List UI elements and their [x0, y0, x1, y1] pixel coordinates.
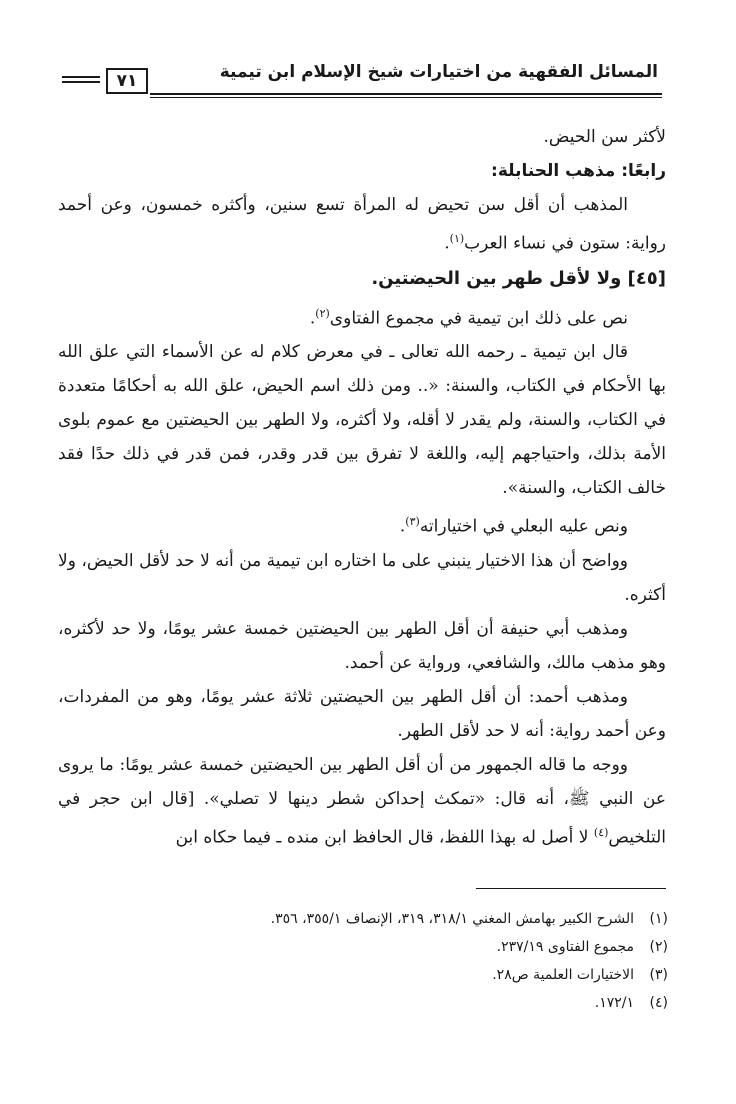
paragraph: لأكثر سن الحيض.	[543, 127, 666, 147]
footnote-ref: (١)	[449, 232, 465, 245]
paragraph-text: ووجه ما قاله الجمهور من أن أقل الطهر بين الحيضتين خمسة عشر يومًا: ما يروى عن النبي ﷺ، أنه قال: «تمكث إحداكن شطر دينها لا تصلي». [قال ابن حجر في التلخيص	[58, 754, 666, 848]
footnote-separator	[476, 888, 666, 889]
paragraph-end: .	[399, 516, 406, 537]
running-title: المسائل الفقهية من اختيارات شيخ الإسلام ابن تيمية	[219, 62, 658, 82]
footnote-text: الاختيارات العلمية ص٢٨.	[492, 967, 634, 983]
paragraph: ومذهب أبي حنيفة أن أقل الطهر بين الحيضتين خمسة عشر يومًا، ولا حد لأكثره، وهو مذهب مالك، والشافعي، ورواية عن أحمد.	[58, 618, 666, 673]
header-left-mark	[62, 81, 100, 83]
footnote-text: الشرح الكبير بهامش المغني ٣١٨/١، ٣١٩، الإنصاف ٣٥٥/١، ٣٥٦.	[270, 911, 634, 927]
issue-heading: [٤٥] ولا لأقل طهر بين الحيضتين.	[371, 267, 666, 289]
header-left-mark	[62, 76, 100, 78]
header-rule-thin	[150, 97, 662, 98]
paragraph	[58, 188, 666, 261]
footnotes	[88, 906, 668, 1018]
paragraph	[58, 505, 666, 544]
paragraph-end: .	[309, 308, 316, 329]
footnote-ref: (٢)	[315, 306, 330, 320]
footnote	[88, 990, 668, 1016]
paragraph: قال ابن تيمية ـ رحمه الله تعالى ـ في معرض كلام له عن الأسماء التي علق الله بها الأحكام في الكتاب، والسنة: «.. ومن ذلك اسم الحيض، علق الله به أحكامًا متعددة في الكتاب، والسنة، ولم يقدر لا أقله، ولا أكثره، ولا الطهر بين الحيضتين مع عموم بلوى الأمة بذلك، واحتياجهم إليه، واللغة لا تفرق بين قدر وقدر، فمن قدر في ذلك حدًا فقد خالف الكتاب، والسنة».	[58, 342, 666, 499]
footnote-text: مجموع الفتاوى ٢٣٧/١٩.	[496, 939, 634, 955]
footnote-number: (١)	[649, 911, 668, 927]
paragraph-end: لا أصل له بهذا اللفظ، قال الحافظ ابن منده ـ فيما حكاه ابن	[175, 827, 594, 848]
paragraph	[58, 297, 666, 336]
paragraph-end: .	[444, 233, 450, 254]
paragraph	[58, 748, 666, 855]
header-rule	[150, 93, 662, 95]
main-text	[58, 120, 666, 855]
footnote-number: (٤)	[649, 995, 668, 1011]
paragraph-text: ونص عليه البعلي في اختياراته	[419, 516, 628, 537]
section-heading: رابعًا: مذهب الحنابلة:	[491, 161, 666, 181]
footnote	[88, 934, 668, 960]
page-number: ٧١	[106, 68, 148, 94]
footnote-number: (٣)	[649, 967, 668, 983]
footnote-ref: (٣)	[405, 515, 420, 529]
footnote-number: (٢)	[649, 939, 668, 955]
footnote	[88, 962, 668, 988]
page-header	[62, 60, 662, 100]
footnote	[88, 906, 668, 932]
paragraph: وواضح أن هذا الاختيار ينبني على ما اختاره ابن تيمية من أنه لا حد لأقل الحيض، ولا أكثره.	[58, 550, 666, 605]
paragraph-text: المذهب أن أقل سن تحيض له المرأة تسع سنين، وأكثره خمسون، وعن أحمد رواية: ستون في نساء العرب	[58, 195, 666, 254]
footnote-ref: (٤)	[593, 825, 609, 839]
paragraph: ومذهب أحمد: أن أقل الطهر بين الحيضتين ثلاثة عشر يومًا، وهو من المفردات، وعن أحمد رواية: أنه لا حد لأقل الطهر.	[58, 686, 666, 741]
footnote-text: ١٧٢/١.	[594, 995, 634, 1011]
paragraph-text: نص على ذلك ابن تيمية في مجموع الفتاوى	[329, 308, 628, 329]
